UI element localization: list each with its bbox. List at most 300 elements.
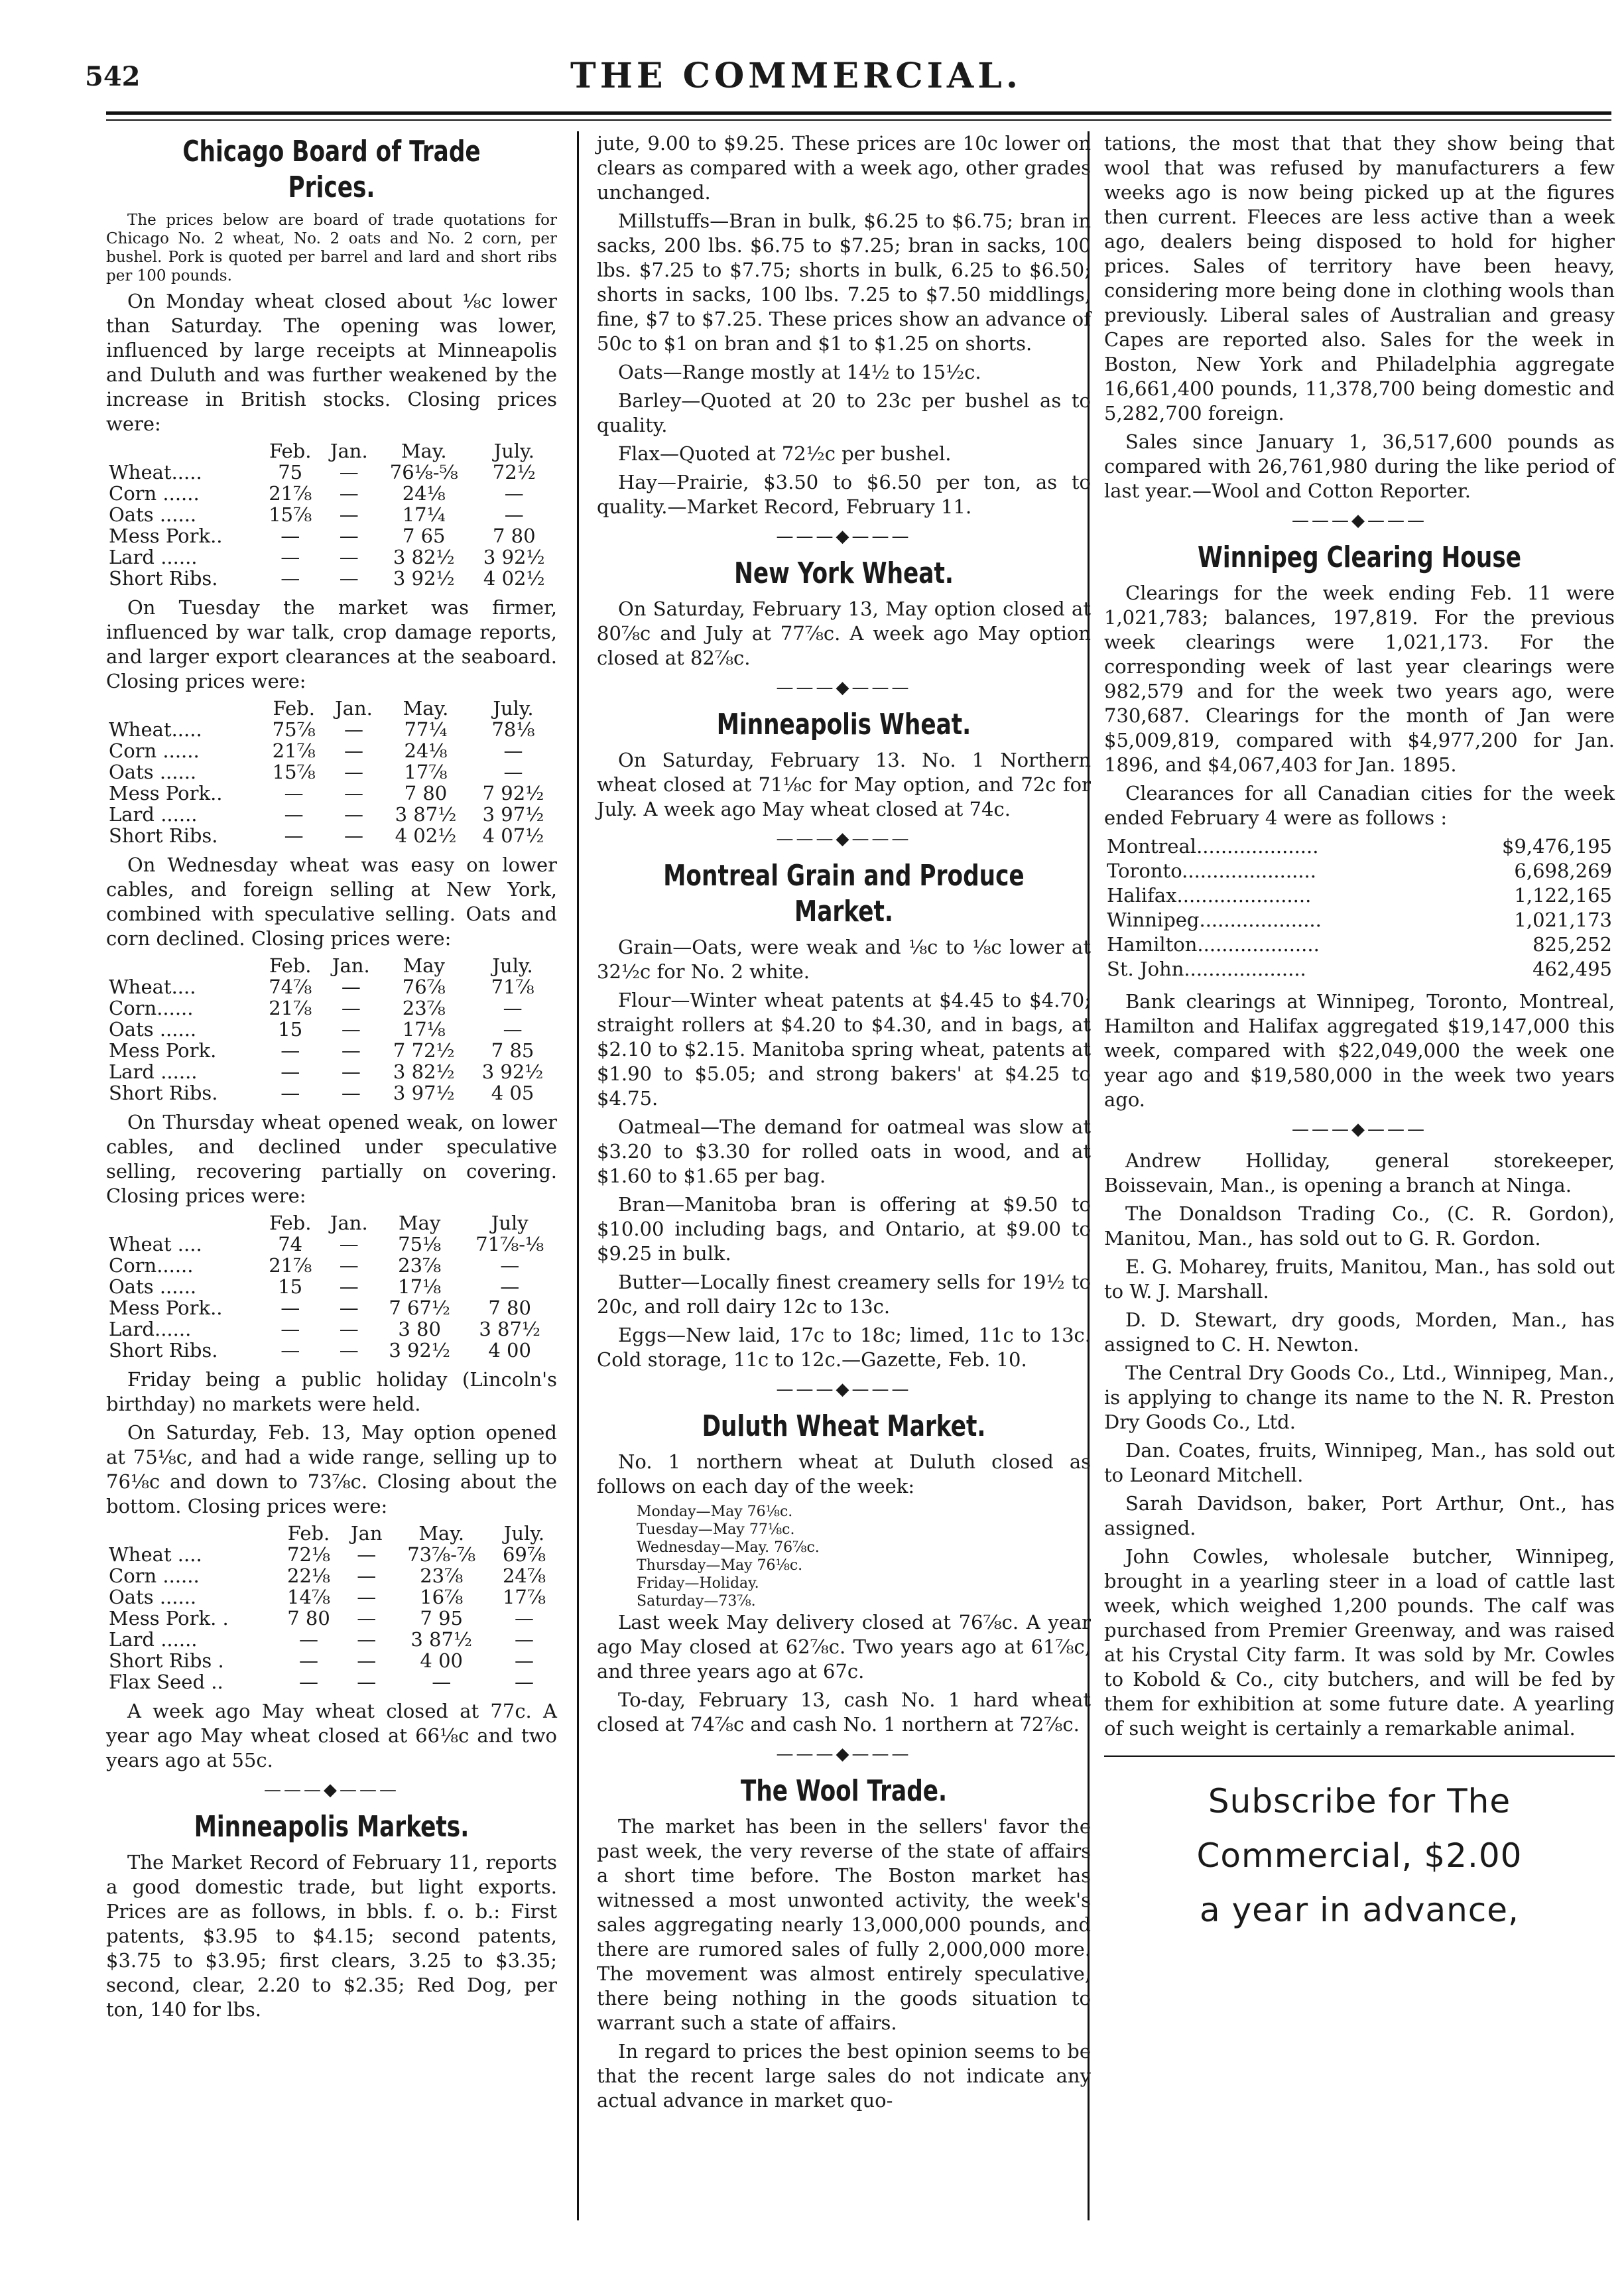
table-row (106, 1671, 557, 1692)
table-cell: 17⅛ (398, 1275, 442, 1298)
column-header: May. (403, 697, 449, 720)
table-row (106, 1629, 557, 1650)
table-cell: 72⅛ (287, 1543, 331, 1566)
saturday-paragraph: On Saturday, Feb. 13, May option opened at 75⅛c, and had a wide range, selling up to 76⅛c and down to 73⅞c. Closing about the bottom. Closing prices were: (106, 1421, 557, 1517)
table-cell: 7 65 (402, 525, 446, 547)
millstuffs-paragraph: Millstuffs—Bran in bulk, $6.25 to $6.75; bran in sacks, 200 lbs. $6.75 to $7.25; bran in sacks, 100 lbs. $7.25 to $7.75; shorts in bulk, 6.25 to $6.50; shorts in sacks, 100 lbs. 7.25 to $7.50 middlings, fine, $7 to $7.25. These prices show an advance of 50c to $1 on bran and $1 to $1.25 on shorts. (597, 210, 1091, 355)
table-row (106, 719, 557, 740)
table-cell: 3 80 (398, 1318, 441, 1340)
table-cell: — (299, 1628, 319, 1651)
minneapolis-markets-paragraph: The Market Record of February 11, reports a good domestic trade, but light exports. Prices are as follows, in bbls. f. o. b.: First patents, $3.95 to $4.15; second patents, $3.75 to $3.95; first clears, 3.25 to $3.35; second, clear, 2.20 to $2.35; Red Dog, per ton, 140 for lbs. (106, 1851, 557, 2021)
wednesday-paragraph: On Wednesday wheat was easy on lower cables, and foreign selling at New York, combined with speculative selling. Oats and corn declined. Closing prices were: (106, 854, 557, 950)
duluth-day: Thursday—May 76⅛c. (637, 1557, 803, 1574)
table-cell: 3 87½ (395, 803, 457, 826)
table-cell: 7 80 (492, 525, 536, 547)
table-cell: 76⅛-⅝ (389, 461, 458, 483)
table-cell: — (339, 461, 359, 483)
subscribe-line: Subscribe for The (1208, 1782, 1511, 1820)
table-cell: Lard ...... (109, 1060, 198, 1083)
table-cell: 7 72½ (393, 1039, 455, 1062)
table-cell: 69⅞ (502, 1543, 546, 1566)
column-header: May (398, 1212, 441, 1234)
table-cell: Hamilton.................... (1107, 933, 1320, 956)
news-item: Sarah Davidson, baker, Port Arthur, Ont., has assigned. (1104, 1492, 1615, 1539)
table-cell: — (514, 1628, 534, 1651)
table-cell: 7 80 (287, 1607, 330, 1629)
table-cell: Wheat .... (109, 1543, 202, 1566)
news-item: The Central Dry Goods Co., Ltd., Winnipeg, Man., is applying to change its name to the N. R. Preston Dry Goods Co., Ltd. (1104, 1362, 1615, 1433)
column-header: Jan. (332, 954, 370, 977)
ornament-divider: ———◆——— (264, 1780, 399, 1800)
table-cell: — (299, 1671, 319, 1693)
table-row (106, 1276, 557, 1297)
montreal-heading: Montreal Grain and Produce Market. (663, 859, 1025, 928)
chicago-closing-paragraph: A week ago May wheat closed at 77c. A year ago May wheat closed at 66⅛c and two years ago at 55c. (106, 1700, 557, 1771)
table-cell: — (284, 824, 304, 847)
table-row (106, 525, 557, 546)
table-cell: 21⅞ (269, 1254, 312, 1277)
news-item: E. G. Moharey, fruits, Manitou, Man., has sold out to W. J. Marshall. (1104, 1255, 1615, 1303)
ornament-divider: ———◆——— (776, 678, 912, 698)
table-cell: Short Ribs . (109, 1649, 224, 1672)
table-cell: Mess Pork.. (109, 1297, 223, 1319)
table-cell: 1,021,173 (1514, 909, 1612, 931)
table-row (106, 462, 557, 483)
table-cell: Short Ribs. (109, 567, 218, 590)
table-cell: — (299, 1649, 319, 1672)
table-cell: — (339, 1297, 359, 1319)
duluth-day: Friday—Holiday. (637, 1575, 759, 1592)
table-cell: 24⅛ (402, 482, 446, 505)
new-york-wheat-paragraph: On Saturday, February 13, May option closed at 80⅞c and July at 77⅞c. A week ago May option closed at 82⅞c. (597, 598, 1091, 669)
montreal-oatmeal-paragraph: Oatmeal—The demand for oatmeal was slow at $3.20 to $3.30 for rolled oats in wood, and at $1.60 to $1.65 per bag. (597, 1116, 1091, 1187)
table-cell: Corn ...... (109, 1564, 200, 1587)
table-cell: 23⅞ (420, 1564, 464, 1587)
flax-paragraph: Flax—Quoted at 72½c per bushel. (618, 442, 952, 465)
subscribe-line: Commercial, $2.00 (1196, 1836, 1523, 1875)
table-cell: 15⅞ (272, 761, 316, 783)
table-row (106, 1340, 557, 1361)
page-number: 542 (85, 61, 141, 92)
table-cell: — (357, 1564, 377, 1587)
table-cell: Oats ...... (109, 1586, 197, 1608)
table-cell: Short Ribs. (109, 1339, 218, 1362)
table-cell: — (344, 782, 363, 804)
winnipeg-paragraph-1: Clearings for the week ending Feb. 11 were 1,021,783; balances, 197,819. For the previous week clearings were 1,021,173. For the corresponding week of last year clearings were 982,579 and for the week two years ago, were 730,687. Clearings for the month of Jan were $5,009,819, compared with $4,977,200 for Jan. 1896, and $4,067,403 for Jan. 1895. (1104, 582, 1615, 776)
table-cell: 77¼ (404, 718, 448, 741)
table-cell: 24⅞ (502, 1564, 546, 1587)
table-cell: 7 67½ (389, 1297, 450, 1319)
table-cell: — (341, 976, 361, 998)
news-item: John Cowles, wholesale butcher, Winnipeg, brought in a yearling steer in a load of cattle last week, which weighed 1,200 pounds. The calf was purchased from Premier Greenway, and was raised at his Crystal City farm. It was sold by Mr. Cowles to Kobold & Co., city butchers, and will be fed by them for exhibition at some future date. A yearling of such weight is certainly a remarkable animal. (1104, 1545, 1615, 1740)
table-cell: Wheat..... (109, 461, 202, 483)
table-cell: — (500, 1275, 520, 1298)
table-cell: 3 82½ (393, 546, 455, 568)
tuesday-prices-table (106, 698, 557, 846)
table-cell: — (357, 1607, 377, 1629)
table-cell: — (432, 1671, 452, 1693)
table-cell: — (281, 1339, 300, 1362)
saturday-prices-table (106, 1523, 557, 1692)
column-header: July. (493, 440, 534, 462)
table-cell: — (503, 1018, 523, 1041)
duluth-paragraph: No. 1 northern wheat at Duluth closed as follows on each day of the week: (597, 1450, 1091, 1498)
chicago-note: The prices below are board of trade quotations for Chicago No. 2 wheat, No. 2 oats and No. 2 corn, per bushel. Pork is quoted per barrel and lard and short ribs per 100 pounds. (106, 212, 557, 285)
masthead: THE COMMERCIAL. (570, 56, 1022, 96)
ornament-divider: ———◆——— (776, 1744, 912, 1764)
table-row (1104, 957, 1615, 982)
table-row (106, 825, 557, 846)
table-row (106, 1040, 557, 1061)
column-header: Jan. (330, 440, 368, 462)
table-cell: — (281, 1318, 300, 1340)
table-row (106, 1318, 557, 1340)
table-row (106, 546, 557, 568)
table-row (106, 1082, 557, 1104)
column-3 (1104, 131, 1615, 1937)
table-cell: 4 00 (420, 1649, 463, 1672)
table-cell: 3 92½ (393, 567, 455, 590)
table-cell: — (281, 567, 300, 590)
barley-paragraph: Barley—Quoted at 20 to 23c per bushel as to quality. (597, 389, 1091, 436)
column-header: Feb. (269, 954, 312, 977)
ornament-divider: ———◆——— (776, 527, 912, 546)
friday-paragraph: Friday being a public holiday (Lincoln's birthday) no markets were held. (106, 1368, 557, 1415)
table-cell: — (344, 824, 363, 847)
news-item: The Donaldson Trading Co., (C. R. Gordon), Manitou, Man., has sold out to G. R. Gordon. (1104, 1202, 1615, 1249)
table-cell: — (344, 803, 363, 826)
table-cell: Flax Seed .. (109, 1671, 223, 1693)
table-row (106, 483, 557, 504)
table-cell: — (339, 1339, 359, 1362)
table-row (106, 976, 557, 997)
section-rule (1104, 1755, 1615, 1757)
table-cell: Lard...... (109, 1318, 192, 1340)
table-cell: 17⅞ (404, 761, 448, 783)
table-header-row (106, 955, 557, 976)
table-cell: Mess Pork. . (109, 1607, 229, 1629)
table-row (106, 1255, 557, 1276)
table-cell: Wheat .... (109, 1233, 202, 1255)
new-york-wheat-heading: New York Wheat. (734, 556, 954, 590)
duluth-lastweek-paragraph: Last week May delivery closed at 76⅞c. A year ago May closed at 62⅞c. Two years ago at 61⅞c, and three years ago at 67c. (597, 1611, 1091, 1683)
table-cell: 21⅞ (269, 997, 312, 1019)
table-cell: Lard ...... (109, 803, 198, 826)
table-cell: — (339, 482, 359, 505)
table-cell: Oats ...... (109, 1018, 197, 1041)
table-row (106, 804, 557, 825)
table-row (106, 1297, 557, 1318)
table-cell: — (503, 739, 523, 762)
news-item: Dan. Coates, fruits, Winnipeg, Man., has sold out to Leonard Mitchell. (1104, 1439, 1615, 1486)
table-cell: Corn ...... (109, 482, 200, 505)
table-cell: 72½ (492, 461, 536, 483)
table-cell: 4 02½ (483, 567, 545, 590)
table-row (1104, 932, 1615, 957)
column-header (106, 698, 262, 719)
montreal-flour-paragraph: Flour—Winter wheat patents at $4.45 to $4.70; straight rollers at $4.20 to $4.30, and in bags, at $2.10 to $2.15. Manitoba spring wheat, patents at $1.90 to $5.05; and strong bakers' at $4.25 to $4.75. (597, 989, 1091, 1110)
table-cell: 1,122,165 (1514, 884, 1612, 907)
duluth-day: Tuesday—May 77⅛c. (637, 1521, 795, 1538)
column-header: May. (401, 440, 447, 462)
table-cell: 71⅞ (491, 976, 534, 998)
wool-paragraph-1: The market has been in the sellers' favor the past week, the very reverse of the state of affairs a short time before. The Boston market has witnessed a most unwonted activity, the week's sales aggregating nearly 13,000,000 pounds, and there are rumored sales of fully 2,000,000 more. The movement was almost entirely speculative, there being nothing in the goods situation to warrant such a state of affairs. (597, 1815, 1091, 2034)
table-cell: — (503, 997, 523, 1019)
column-header: July. (492, 954, 533, 977)
table-row (106, 568, 557, 589)
table-cell: — (357, 1649, 377, 1672)
table-cell: 17⅛ (402, 1018, 446, 1041)
table-cell: 75⅛ (398, 1233, 442, 1255)
duluth-day: Saturday—73⅞. (637, 1593, 756, 1610)
column-header: Jan. (335, 697, 373, 720)
table-cell: — (514, 1671, 534, 1693)
monday-paragraph: On Monday wheat closed about ⅛c lower than Saturday. The opening was lower, influenced by large receipts at Minneapolis and Duluth and was further weakened by the increase in British stocks. Closing prices were: (106, 290, 557, 435)
table-cell: 24⅛ (404, 739, 448, 762)
table-row (1104, 883, 1615, 908)
column-header: Jan. (330, 1212, 368, 1234)
winnipeg-clearing-heading: Winnipeg Clearing House (1197, 541, 1522, 574)
table-cell: Lard ...... (109, 546, 198, 568)
table-cell: — (339, 546, 359, 568)
table-cell: 3 92½ (483, 546, 545, 568)
table-cell: Halifax...................... (1107, 884, 1312, 907)
table-cell: — (341, 1060, 361, 1083)
table-row (106, 1565, 557, 1586)
table-cell: Mess Pork. (109, 1039, 217, 1062)
column-header: July. (503, 1522, 545, 1545)
table-header-row (106, 698, 557, 719)
table-cell: 3 92½ (389, 1339, 450, 1362)
table-cell: 21⅞ (269, 482, 312, 505)
column-header: Jan (350, 1522, 383, 1545)
table-cell: 15⅞ (269, 503, 312, 526)
hay-paragraph: Hay—Prairie, $3.50 to $6.50 per ton, as to quality.—Market Record, February 11. (597, 471, 1091, 518)
table-cell: — (341, 1082, 361, 1104)
table-cell: Corn...... (109, 997, 194, 1019)
column-header (106, 1523, 276, 1544)
news-items (1104, 1149, 1615, 1741)
table-cell: $9,476,195 (1501, 835, 1612, 858)
montreal-grain-paragraph: Grain—Oats, were weak and ⅛c to ⅛c lower at 32½c for No. 2 white. (597, 936, 1091, 983)
montreal-eggs-paragraph: Eggs—New laid, 17c to 18c; limed, 11c to 13c. Cold storage, 11c to 12c.—Gazette, Feb. 10. (597, 1324, 1091, 1371)
table-cell: Oats ...... (109, 503, 197, 526)
table-cell: — (284, 803, 304, 826)
column-2 (597, 131, 1091, 2117)
table-cell: Short Ribs. (109, 1082, 218, 1104)
table-cell: — (341, 1039, 361, 1062)
table-row (106, 1019, 557, 1040)
minneapolis-wheat-heading: Minneapolis Wheat. (716, 708, 971, 741)
table-cell: 74⅞ (269, 976, 312, 998)
monday-prices-table (106, 440, 557, 589)
subscribe-notice (1104, 1774, 1615, 1937)
table-cell: Oats ...... (109, 1275, 197, 1298)
wool-continued-paragraph: tations, the most that that they show being that wool that was refused by manufacturers a few weeks ago is now being picked up at the figures then current. Fleeces are less active than a week ago, dealers being disposed to hold for higher prices. Sales of territory have been heavy, considering more being done in clothing wools than previously. Liberal sales of Australian and greasy Capes are reported also. Sales for the week in Boston, New York and Philadelphia aggregate 16,661,400 pounds, 11,378,700 being domestic and 5,282,700 foreign. (1104, 132, 1615, 424)
table-row (106, 1544, 557, 1565)
table-cell: 3 92½ (481, 1060, 544, 1083)
table-cell: — (357, 1586, 377, 1608)
top-rule (106, 111, 1611, 115)
table-cell: 17¼ (402, 503, 446, 526)
winnipeg-paragraph-3: Bank clearings at Winnipeg, Toronto, Montreal, Hamilton and Halifax aggregated $19,147,000 this week, compared with $22,049,000 the week one year ago and $19,580,000 in the week two years ago. (1104, 990, 1615, 1111)
table-header-row (106, 1212, 557, 1234)
table-cell: 71⅞-⅛ (475, 1233, 544, 1255)
top-rule-thin (106, 119, 1611, 121)
table-cell: — (281, 525, 300, 547)
ornament-divider: ———◆——— (776, 1379, 912, 1399)
table-cell: 3 82½ (393, 1060, 455, 1083)
table-row (106, 761, 557, 783)
chicago-heading: Chicago Board of Trade Prices. (182, 135, 481, 204)
minneapolis-markets-heading: Minneapolis Markets. (194, 1810, 469, 1844)
table-cell: 75⅞ (272, 718, 316, 741)
table-cell: 23⅞ (402, 997, 446, 1019)
table-cell: 22⅛ (287, 1564, 331, 1587)
table-cell: 3 97½ (482, 803, 544, 826)
column-divider (577, 131, 579, 2220)
table-cell: 4 05 (491, 1082, 534, 1104)
table-cell: 7 85 (491, 1039, 534, 1062)
table-cell: — (357, 1628, 377, 1651)
table-cell: — (281, 1082, 300, 1104)
table-cell: 7 95 (420, 1607, 463, 1629)
table-cell: 17⅞ (502, 1586, 546, 1608)
table-cell: — (503, 761, 523, 783)
table-cell: — (281, 1297, 300, 1319)
duluth-day-list (597, 1503, 1091, 1610)
table-cell: 23⅞ (398, 1254, 442, 1277)
table-cell: 3 87½ (479, 1318, 541, 1340)
table-cell: — (357, 1543, 377, 1566)
montreal-bran-paragraph: Bran—Manitoba bran is offering at $9.50 to $10.00 including bags, and Ontario, at $9.00 to $9.25 in bulk. (597, 1193, 1091, 1265)
table-cell: — (344, 718, 363, 741)
duluth-day: Wednesday—May. 76⅞c. (637, 1539, 820, 1556)
table-row (106, 1608, 557, 1629)
table-cell: 6,698,269 (1514, 860, 1612, 882)
column-header: Feb. (269, 440, 312, 462)
wednesday-prices-table (106, 955, 557, 1104)
table-cell: 4 07½ (482, 824, 544, 847)
table-cell: — (339, 503, 359, 526)
continued-paragraph: jute, 9.00 to $9.25. These prices are 10c lower on clears as compared with a week ago, other grades unchanged. (597, 132, 1091, 204)
ornament-divider: ———◆——— (1292, 511, 1427, 531)
column-header: Feb. (287, 1522, 330, 1545)
table-header-row (106, 440, 557, 462)
column-header (106, 440, 259, 462)
duluth-day: Monday—May 76⅛c. (637, 1503, 793, 1520)
table-cell: — (504, 482, 524, 505)
table-row (106, 997, 557, 1019)
table-row (106, 1586, 557, 1608)
montreal-butter-paragraph: Butter—Locally finest creamery sells for 19½ to 20c, and roll dairy 12c to 13c. (597, 1271, 1091, 1318)
table-cell: — (339, 1254, 359, 1277)
wool-sales-paragraph: Sales since January 1, 36,517,600 pounds as compared with 26,761,980 during the like period of last year.—Wool and Cotton Reporter. (1104, 430, 1615, 502)
table-cell: Wheat.... (109, 976, 196, 998)
table-row (106, 1234, 557, 1255)
news-item: D. D. Stewart, dry goods, Morden, Man., has assigned to C. H. Newton. (1104, 1308, 1615, 1356)
thursday-paragraph: On Thursday wheat opened weak, on lower cables, and declined under speculative selling, recovering partially on covering. Closing prices were: (106, 1111, 557, 1207)
table-row (1104, 908, 1615, 932)
table-cell: Corn...... (109, 1254, 194, 1277)
table-row (106, 1061, 557, 1082)
column-header: Feb. (269, 1212, 312, 1234)
table-cell: 462,495 (1532, 958, 1612, 980)
subscribe-line: a year in advance, (1200, 1891, 1519, 1929)
table-cell: Mess Pork.. (109, 782, 223, 804)
table-cell: — (341, 997, 361, 1019)
table-cell: Corn ...... (109, 739, 200, 762)
table-cell: — (281, 1039, 300, 1062)
table-cell: 14⅞ (287, 1586, 331, 1608)
table-cell: Lard ...... (109, 1628, 198, 1651)
table-cell: — (514, 1607, 534, 1629)
oats-paragraph: Oats—Range mostly at 14½ to 15½c. (618, 361, 981, 383)
wool-paragraph-2: In regard to prices the best opinion seems to be that the recent large sales do not indicate any actual advance in market quo- (597, 2040, 1091, 2112)
table-cell: — (341, 1018, 361, 1041)
wool-trade-heading: The Wool Trade. (740, 1774, 948, 1808)
table-row (106, 504, 557, 525)
table-cell: — (500, 1254, 520, 1277)
table-cell: — (357, 1671, 377, 1693)
table-cell: — (339, 1318, 359, 1340)
table-cell: — (344, 761, 363, 783)
table-cell: Montreal.................... (1107, 835, 1319, 858)
table-cell: 16⅞ (420, 1586, 464, 1608)
table-cell: — (339, 567, 359, 590)
winnipeg-paragraph-2: Clearances for all Canadian cities for the week ended February 4 were as follows : (1104, 782, 1615, 829)
duluth-heading: Duluth Wheat Market. (702, 1409, 986, 1443)
duluth-today-paragraph: To-day, February 13, cash No. 1 hard wheat closed at 74⅞c and cash No. 1 northern at 72⅞c. (597, 1689, 1091, 1736)
column-header: July. (493, 697, 534, 720)
table-cell: — (281, 546, 300, 568)
table-cell: 76⅞ (402, 976, 446, 998)
tuesday-paragraph: On Tuesday the market was firmer, influenced by war talk, crop damage reports, and larger export clearances at the seaboard. Closing prices were: (106, 596, 557, 692)
table-cell: 74 (278, 1233, 303, 1255)
table-cell: Oats ...... (109, 761, 197, 783)
table-cell: 4 00 (488, 1339, 531, 1362)
ornament-divider: ———◆——— (1292, 1119, 1427, 1139)
table-cell: 3 97½ (393, 1082, 455, 1104)
table-cell: — (281, 1060, 300, 1083)
table-cell: St. John.................... (1107, 958, 1306, 980)
table-cell: — (339, 1233, 359, 1255)
table-row (1104, 859, 1615, 883)
column-header: May. (418, 1522, 465, 1545)
table-cell: Short Ribs. (109, 824, 218, 847)
table-row (106, 783, 557, 804)
table-row (1104, 834, 1615, 859)
table-cell: 73⅞-⅞ (407, 1543, 476, 1566)
column-header: July (491, 1212, 529, 1234)
minneapolis-wheat-paragraph: On Saturday, February 13. No. 1 Northern wheat closed at 71⅛c for May option, and 72c for July. A week ago May wheat closed at 74c. (597, 749, 1091, 820)
table-cell: Mess Pork.. (109, 525, 223, 547)
thursday-prices-table (106, 1212, 557, 1361)
table-cell: — (339, 1275, 359, 1298)
table-cell: 825,252 (1532, 933, 1612, 956)
table-header-row (106, 1523, 557, 1544)
column-header: Feb. (273, 697, 315, 720)
column-header (106, 955, 258, 976)
table-cell: Winnipeg.................... (1107, 909, 1322, 931)
table-cell: 7 80 (404, 782, 448, 804)
table-cell: — (284, 782, 304, 804)
table-cell: Wheat..... (109, 718, 202, 741)
news-item: Andrew Holliday, general storekeeper, Boissevain, Man., is opening a branch at Ninga. (1104, 1149, 1615, 1196)
table-cell: — (514, 1649, 534, 1672)
table-cell: 75 (278, 461, 303, 483)
column-header (106, 1212, 259, 1234)
